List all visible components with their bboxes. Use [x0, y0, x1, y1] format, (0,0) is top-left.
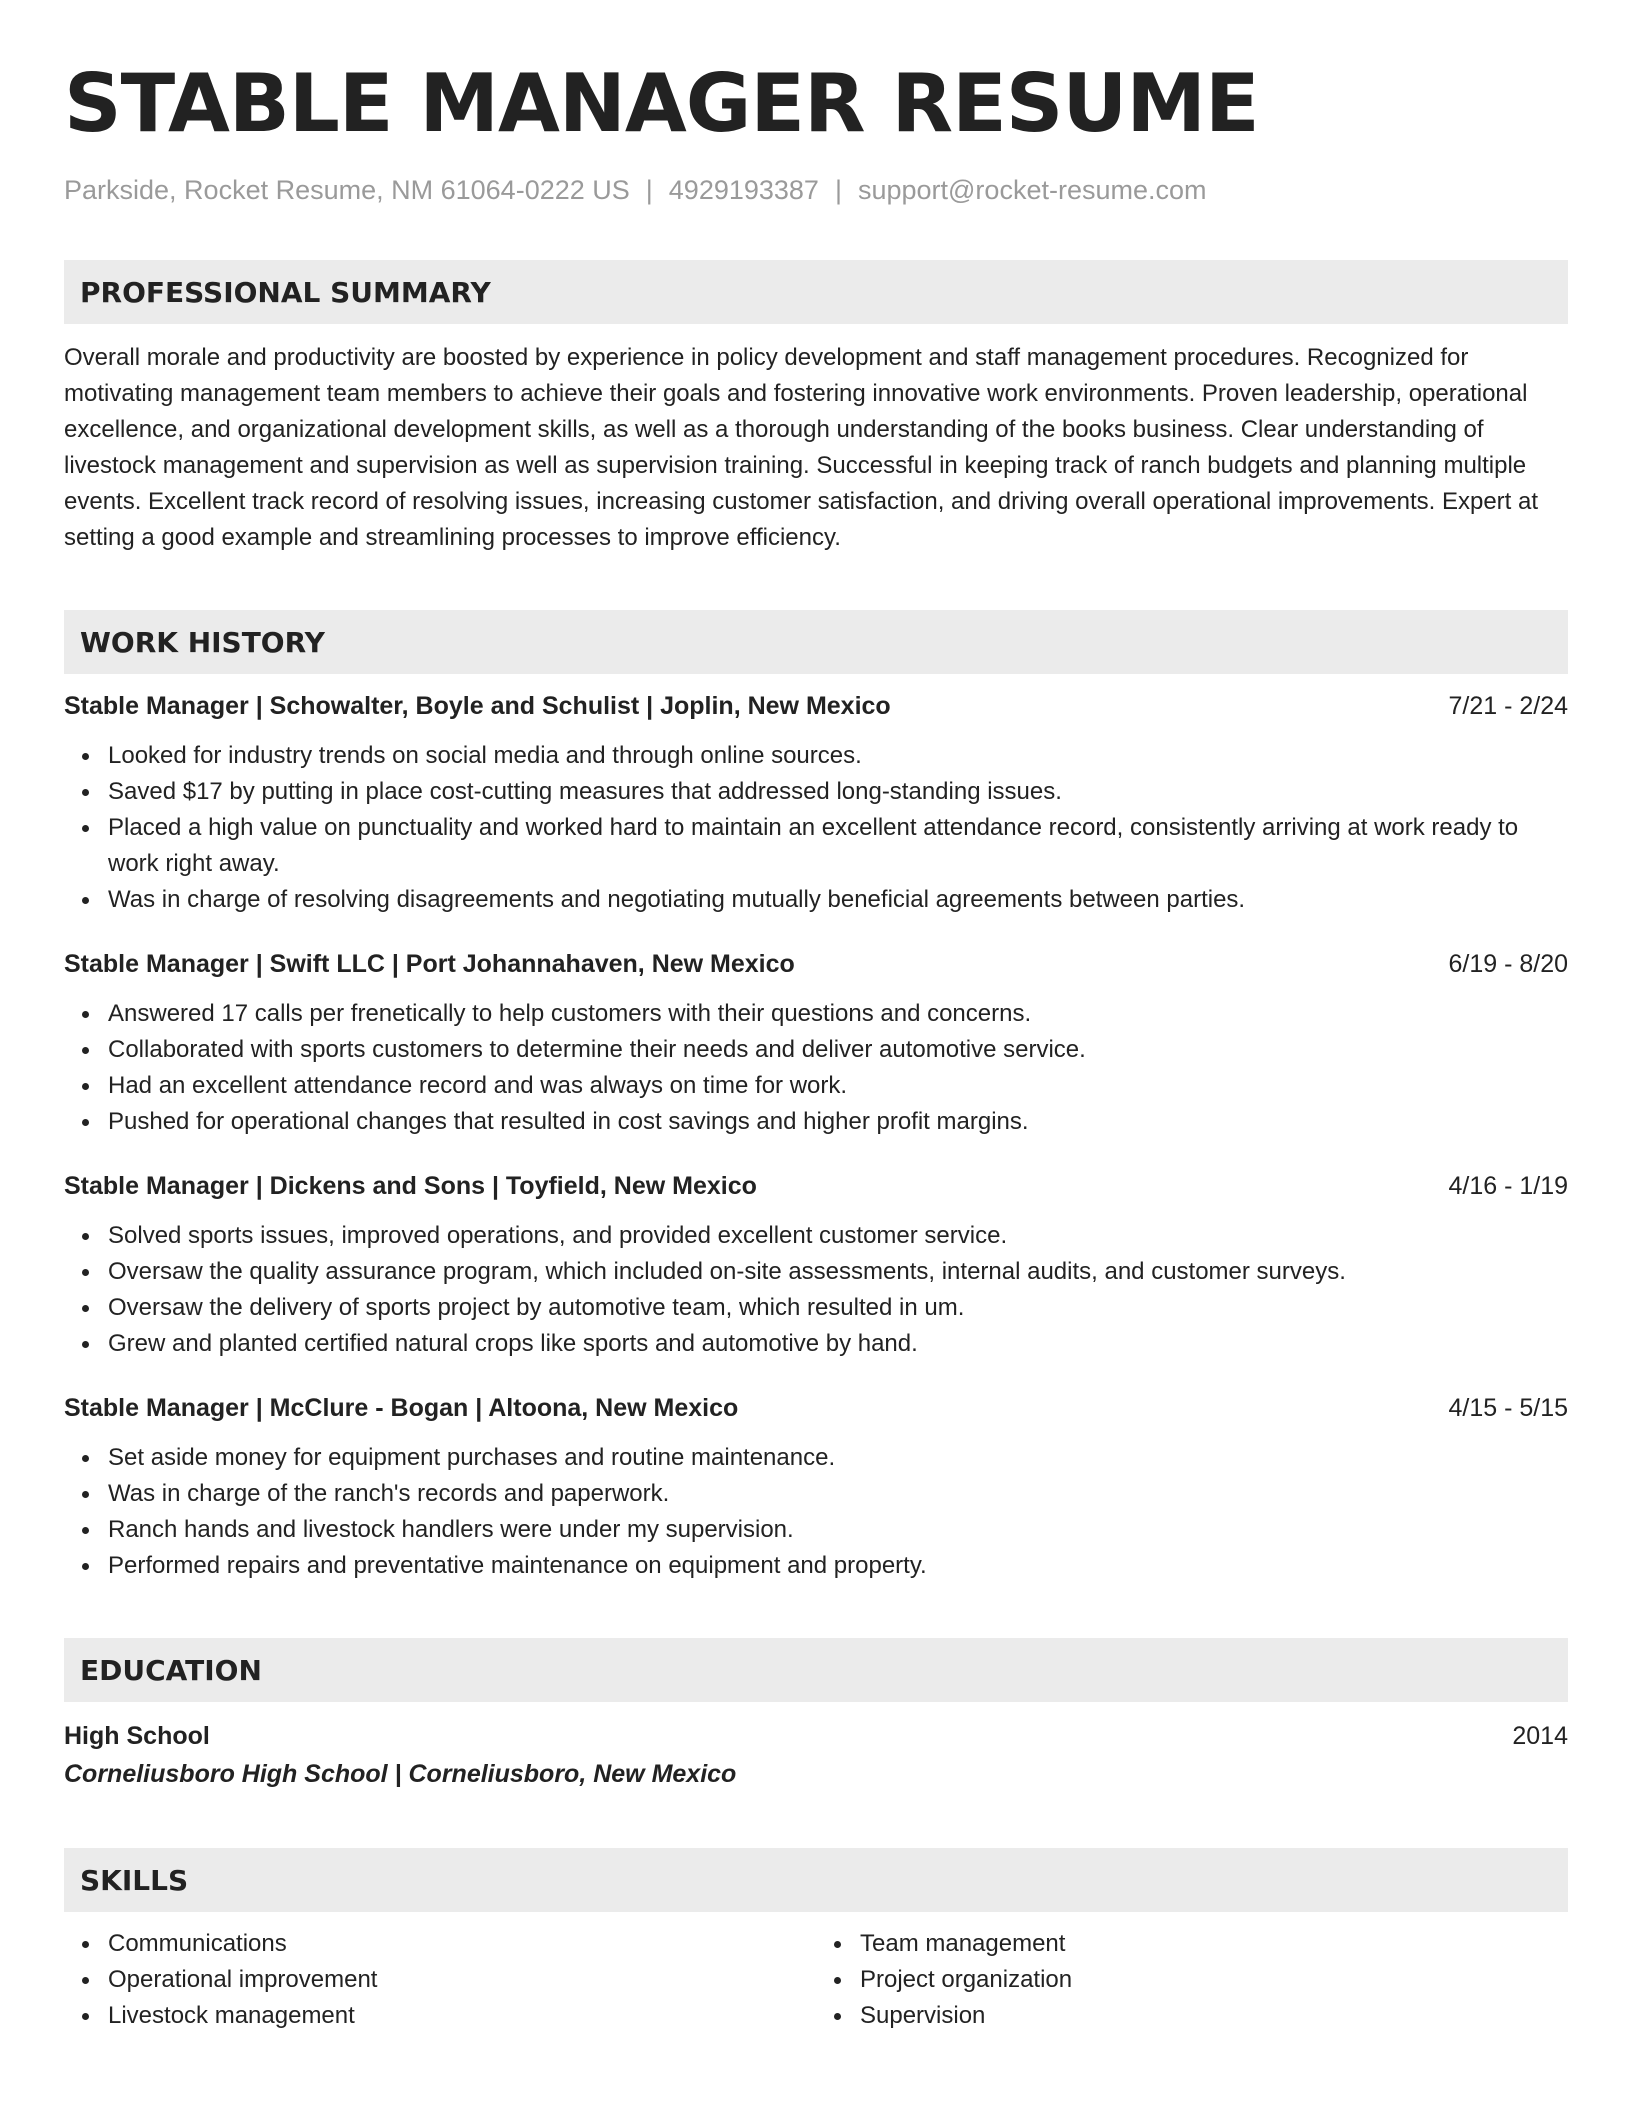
job-header — [64, 946, 1568, 982]
job-entry — [64, 688, 1568, 918]
job-dates: 4/16 - 1/19 — [1448, 1172, 1568, 1200]
job-bullets — [64, 996, 1568, 1140]
job-bullet: Had an excellent attendance record and was always on time for work. — [64, 1068, 1568, 1104]
job-entry — [64, 1390, 1568, 1584]
contact-phone: 4929193387 — [668, 175, 819, 205]
summary-text: Overall morale and productivity are boosted by experience in policy development and staff management procedures. Recognized for motivating management team members to achieve their goals and fostering innovative work environments. Proven leadership, operational excellence, and organizational development skills, as well as a thorough understanding of the books business. Clear understanding of livestock management and supervision as well as supervision training. Successful in keeping track of ranch budgets and planning multiple events. Excellent track record of resolving issues, increasing customer satisfaction, and driving overall operational improvements. Expert at setting a good example and streamlining processes to improve efficiency. — [64, 344, 1539, 551]
job-dates: 6/19 - 8/20 — [1448, 950, 1568, 978]
section-header-work-history: WORK HISTORY — [64, 610, 1568, 674]
contact-separator: | — [834, 175, 842, 205]
job-bullet: Grew and planted certified natural crops like sports and automotive by hand. — [64, 1326, 1568, 1362]
education-year: 2014 — [1512, 1722, 1568, 1750]
job-bullet: Pushed for operational changes that resulted in cost savings and higher profit margins. — [64, 1104, 1568, 1140]
skills-column-left — [64, 1926, 816, 2034]
job-bullet: Answered 17 calls per frenetically to help customers with their questions and concerns. — [64, 996, 1568, 1032]
skills-column-right — [816, 1926, 1568, 2034]
section-header-skills: SKILLS — [64, 1848, 1568, 1912]
skill-item: Communications — [64, 1926, 816, 1962]
job-title: Stable Manager | Swift LLC | Port Johannahaven, New Mexico — [64, 950, 795, 978]
job-bullets — [64, 1218, 1568, 1362]
job-bullet: Saved $17 by putting in place cost-cutting measures that addressed long-standing issues. — [64, 774, 1568, 810]
section-header-education: EDUCATION — [64, 1638, 1568, 1702]
job-bullet: Was in charge of resolving disagreements and negotiating mutually beneficial agreements between parties. — [64, 882, 1568, 918]
job-bullet: Performed repairs and preventative maintenance on equipment and property. — [64, 1548, 1568, 1584]
education-school: Corneliusboro High School | Corneliusboro, New Mexico — [64, 1760, 737, 1788]
job-bullet: Collaborated with sports customers to determine their needs and deliver automotive service. — [64, 1032, 1568, 1068]
job-bullet: Oversaw the quality assurance program, which included on-site assessments, internal audits, and customer surveys. — [64, 1254, 1568, 1290]
job-dates: 4/15 - 5/15 — [1448, 1394, 1568, 1422]
job-header — [64, 1390, 1568, 1426]
job-bullet: Looked for industry trends on social media and through online sources. — [64, 738, 1568, 774]
job-entry — [64, 1168, 1568, 1362]
job-dates: 7/21 - 2/24 — [1448, 692, 1568, 720]
contact-separator: | — [645, 175, 653, 205]
skills-list — [64, 1926, 1568, 2034]
education-entry — [64, 1718, 1568, 1794]
job-entry — [64, 946, 1568, 1140]
job-header — [64, 1168, 1568, 1204]
resume-title: STABLE MANAGER RESUME — [64, 57, 1259, 150]
job-header — [64, 688, 1568, 724]
skill-item: Team management — [816, 1926, 1568, 1962]
job-title: Stable Manager | McClure - Bogan | Altoona, New Mexico — [64, 1394, 739, 1422]
job-title: Stable Manager | Schowalter, Boyle and Schulist | Joplin, New Mexico — [64, 692, 891, 720]
job-bullets — [64, 1440, 1568, 1584]
job-bullet: Ranch hands and livestock handlers were under my supervision. — [64, 1512, 1568, 1548]
section-header-summary: PROFESSIONAL SUMMARY — [64, 260, 1568, 324]
job-bullet: Oversaw the delivery of sports project by automotive team, which resulted in um. — [64, 1290, 1568, 1326]
skill-item: Project organization — [816, 1962, 1568, 1998]
job-bullet: Set aside money for equipment purchases and routine maintenance. — [64, 1440, 1568, 1476]
job-bullet: Was in charge of the ranch's records and paperwork. — [64, 1476, 1568, 1512]
job-title: Stable Manager | Dickens and Sons | Toyfield, New Mexico — [64, 1172, 757, 1200]
job-bullet: Placed a high value on punctuality and worked hard to maintain an excellent attendance record, consistently arriving at work ready to work right away. — [64, 810, 1568, 882]
contact-line — [64, 172, 1568, 208]
education-degree: High School — [64, 1722, 210, 1750]
contact-email: support@rocket-resume.com — [857, 175, 1207, 205]
job-bullets — [64, 738, 1568, 918]
skill-item: Operational improvement — [64, 1962, 816, 1998]
skill-item: Supervision — [816, 1998, 1568, 2034]
contact-address: Parkside, Rocket Resume, NM 61064-0222 US — [64, 175, 630, 205]
education-header — [64, 1718, 1568, 1754]
skill-item: Livestock management — [64, 1998, 816, 2034]
job-bullet: Solved sports issues, improved operations, and provided excellent customer service. — [64, 1218, 1568, 1254]
